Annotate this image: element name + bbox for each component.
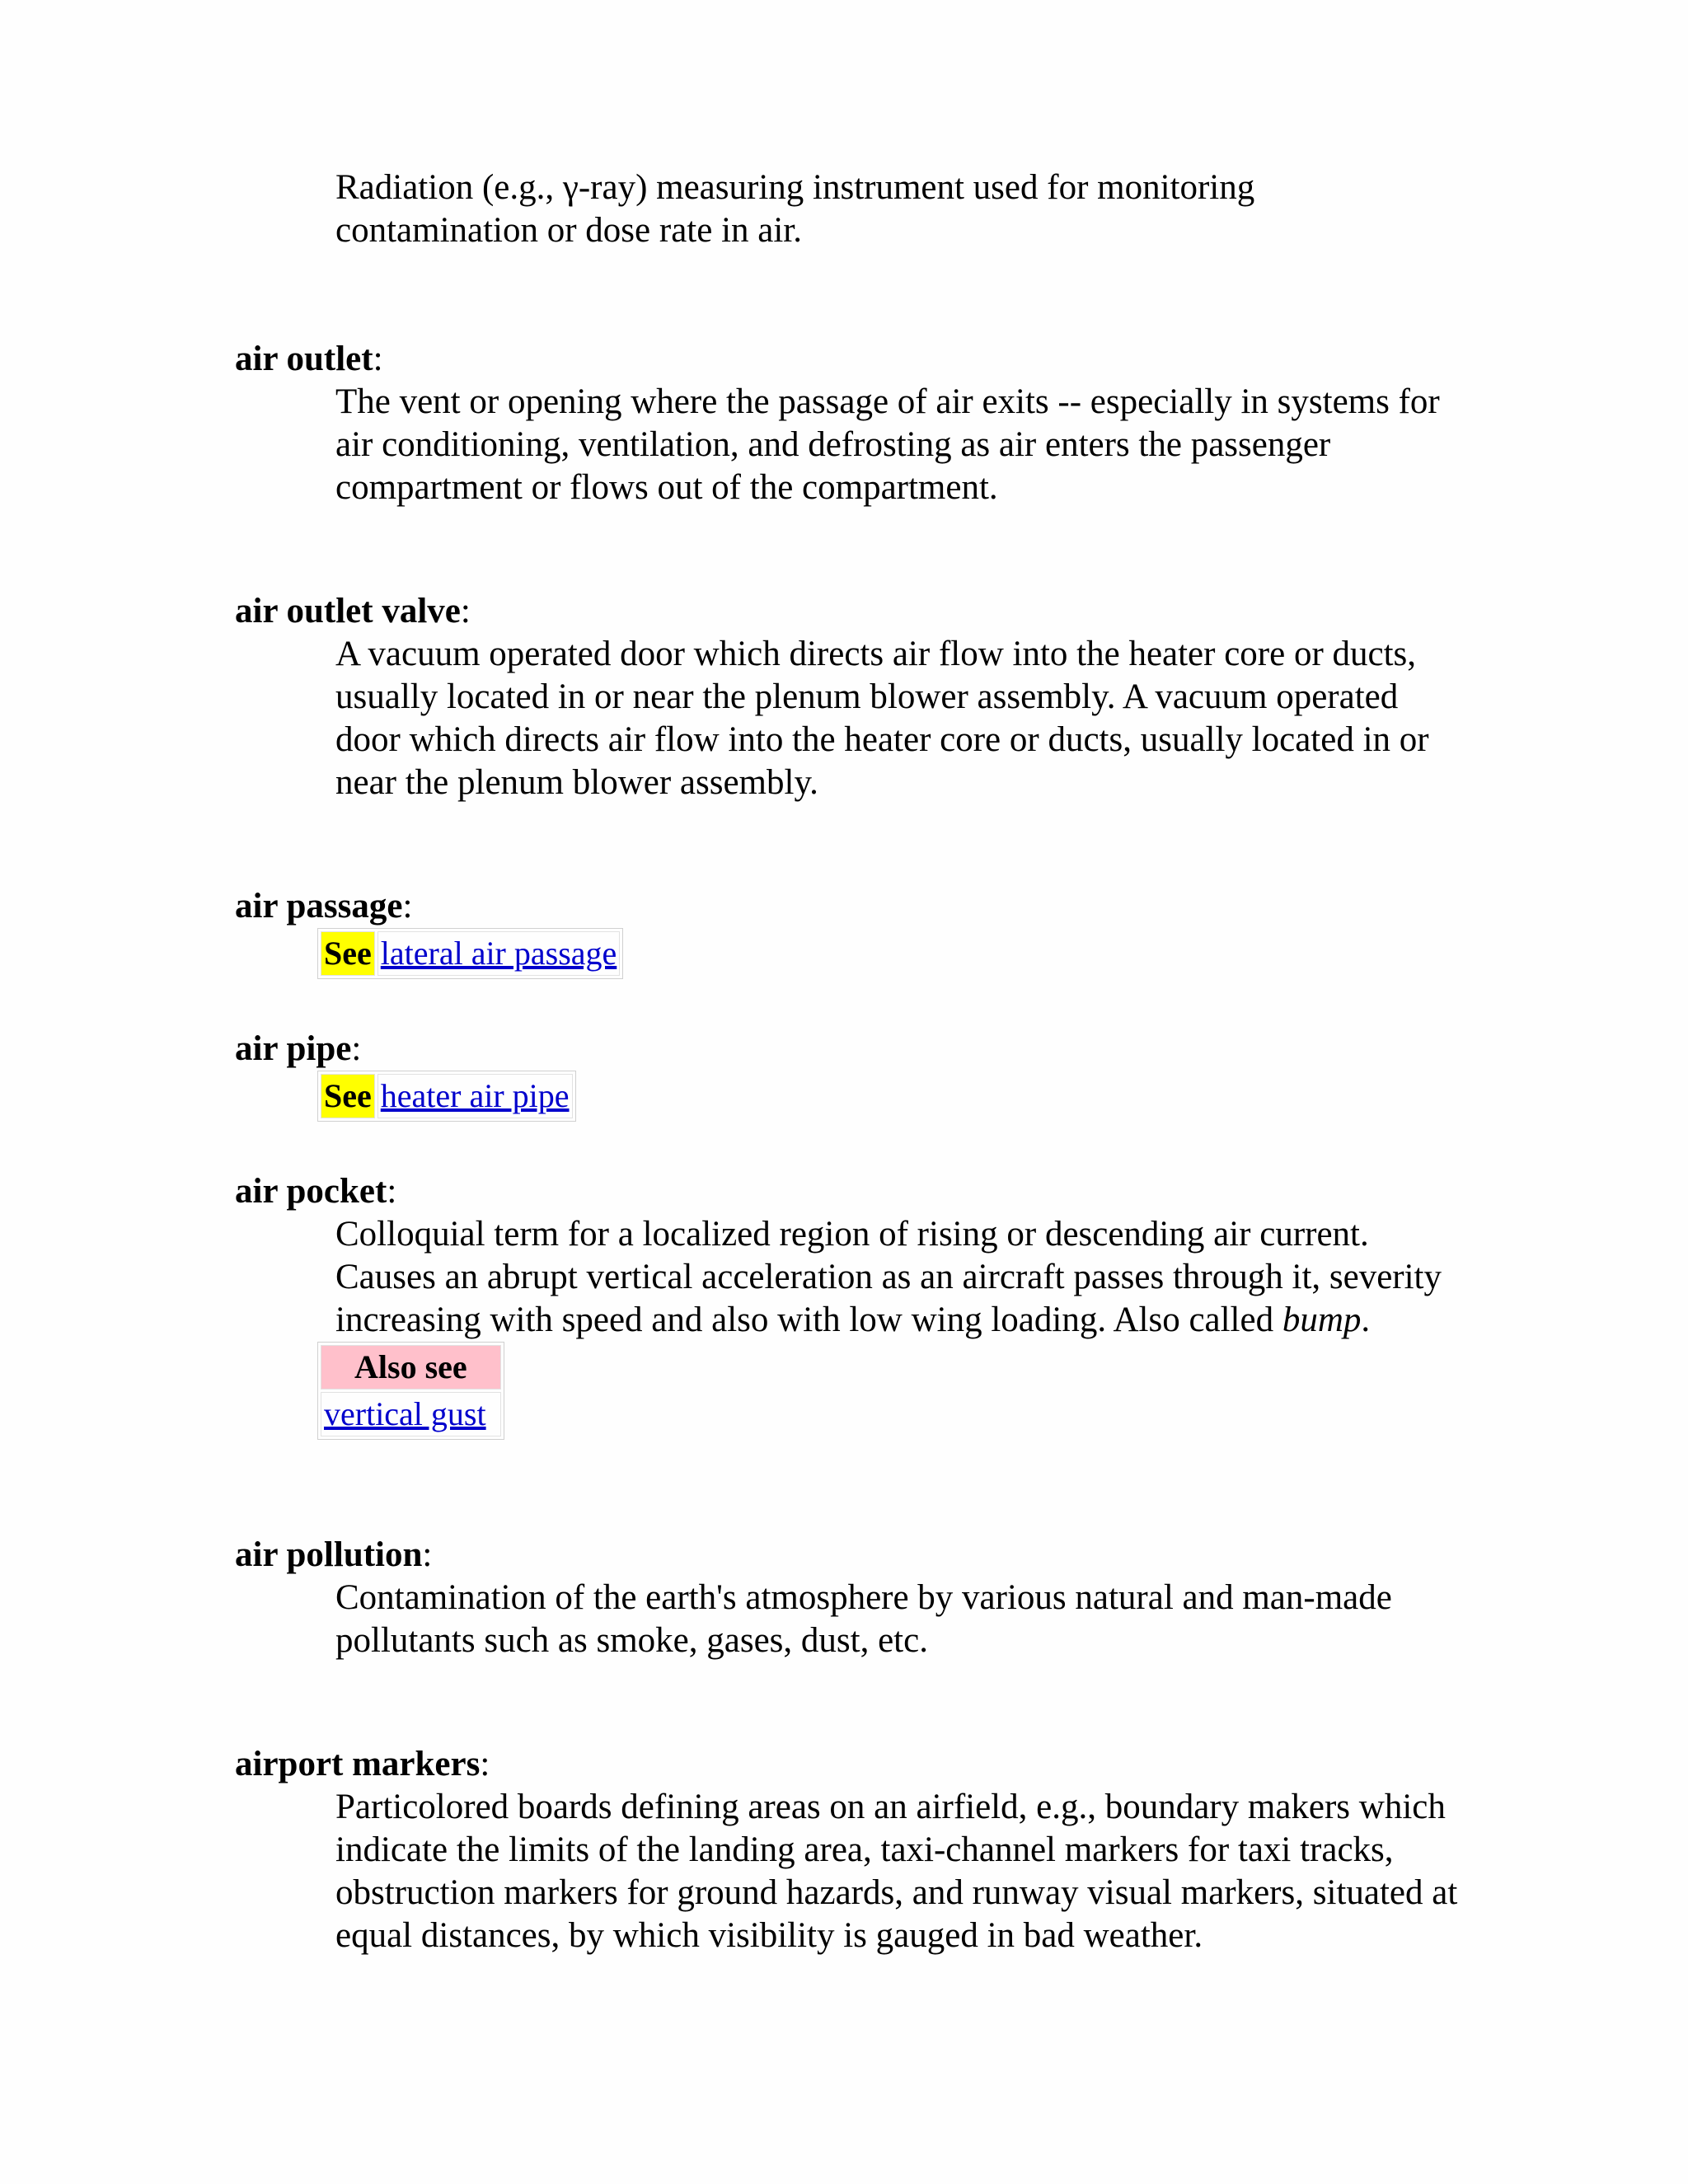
definition-end: . bbox=[1361, 1301, 1371, 1339]
see-link-heater-air-pipe[interactable]: heater air pipe bbox=[380, 1077, 570, 1114]
see-reference bbox=[317, 928, 623, 979]
also-see-reference bbox=[317, 1342, 504, 1440]
entry-definition bbox=[335, 1213, 1465, 1342]
glossary-entry-continuation bbox=[235, 166, 1471, 252]
glossary-entry-air-outlet-valve bbox=[235, 590, 1471, 804]
glossary-entry-air-passage bbox=[235, 885, 1471, 979]
entry-definition: Radiation (e.g., γ-ray) measuring instrument used for monitoring contamination or dose rate in air. bbox=[335, 168, 1255, 250]
see-reference bbox=[317, 1071, 576, 1122]
term-colon: : bbox=[422, 1535, 433, 1574]
term-colon: : bbox=[460, 592, 471, 630]
entry-term: air outlet bbox=[235, 340, 373, 378]
entry-term: airport markers bbox=[235, 1745, 481, 1783]
entry-term: air passage bbox=[235, 887, 403, 926]
see-label: See bbox=[321, 931, 375, 976]
see-link-cell bbox=[377, 931, 621, 976]
entry-term: air pollution bbox=[235, 1535, 423, 1574]
glossary-entry-air-pipe bbox=[235, 1028, 1471, 1122]
entry-term-line bbox=[235, 590, 1471, 633]
entry-definition: The vent or opening where the passage of air exits -- especially in systems for air conditioning, ventilation, and defrosting as air enters the passenger compartment or flows out of the compartment. bbox=[335, 382, 1440, 507]
term-colon: : bbox=[387, 1172, 397, 1211]
term-colon: : bbox=[480, 1745, 490, 1783]
term-colon: : bbox=[373, 340, 383, 378]
entry-term-line bbox=[235, 1170, 1471, 1213]
also-see-label: Also see bbox=[321, 1345, 501, 1390]
see-label: See bbox=[321, 1074, 375, 1118]
entry-term: air outlet valve bbox=[235, 592, 461, 630]
entry-definition: A vacuum operated door which directs air flow into the heater core or ducts, usually located in or near the plenum blower assembly. A vacuum operated door which directs air flow into the heater core or ducts, usually located in or near the plenum blower assembly. bbox=[335, 635, 1429, 802]
entry-term-line bbox=[235, 1534, 1471, 1577]
see-link-cell bbox=[377, 1074, 573, 1118]
glossary-entry-air-pollution bbox=[235, 1534, 1471, 1662]
see-link-lateral-air-passage[interactable]: lateral air passage bbox=[380, 935, 617, 972]
entry-term-line bbox=[235, 885, 1471, 928]
glossary-entry-air-outlet bbox=[235, 338, 1471, 509]
definition-italic-term: bump bbox=[1282, 1301, 1362, 1339]
glossary-entry-airport-markers bbox=[235, 1743, 1471, 1957]
also-see-link-cell bbox=[321, 1392, 501, 1436]
entry-term: air pocket bbox=[235, 1172, 387, 1211]
also-see-link-vertical-gust[interactable]: vertical gust bbox=[324, 1395, 486, 1432]
term-colon: : bbox=[402, 887, 413, 926]
entry-term-line bbox=[235, 338, 1471, 381]
entry-term: air pipe bbox=[235, 1029, 352, 1068]
glossary-entry-air-pocket bbox=[235, 1170, 1471, 1440]
term-colon: : bbox=[351, 1029, 362, 1068]
entry-definition: Contamination of the earth's atmosphere by various natural and man-made pollutants such as smoke, gases, dust, etc. bbox=[335, 1578, 1392, 1660]
definition-text: Colloquial term for a localized region of rising or descending air current. Causes an abrupt vertical acceleration as an aircraft passes through it, severity increasing with speed and also with low wing loading. Also called bbox=[335, 1215, 1442, 1339]
entry-definition: Particolored boards defining areas on an airfield, e.g., boundary makers which indicate the limits of the landing area, taxi-channel markers for taxi tracks, obstruction markers for ground hazards, and runway visual markers, situated at equal distances, by which visibility is gauged in bad weather. bbox=[335, 1788, 1458, 1955]
entry-term-line bbox=[235, 1743, 1471, 1786]
entry-term-line bbox=[235, 1028, 1471, 1071]
